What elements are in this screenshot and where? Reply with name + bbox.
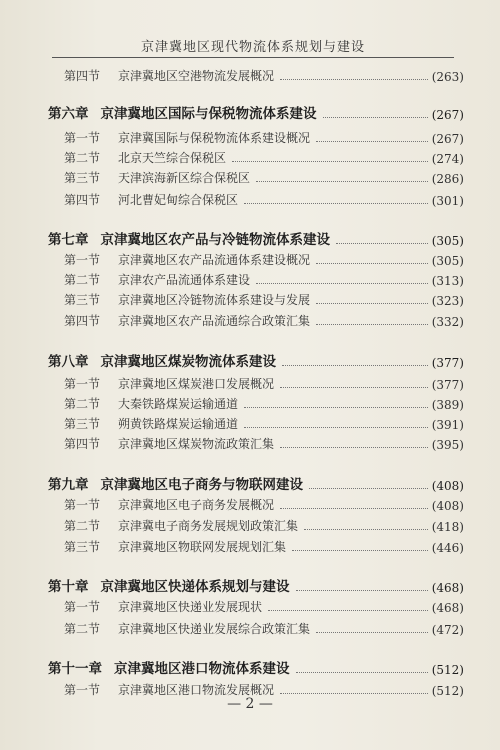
entry-number: 第一节 bbox=[64, 131, 101, 145]
toc-section-entry bbox=[64, 414, 464, 432]
entry-page-number: (468) bbox=[431, 581, 464, 595]
page-number: — 2 — bbox=[227, 696, 273, 712]
leader-dots bbox=[280, 387, 428, 388]
entry-number: 第三节 bbox=[64, 171, 101, 185]
entry-number: 第六章 bbox=[48, 106, 89, 122]
entry-number: 第三节 bbox=[64, 417, 101, 431]
entry-title: 大秦铁路煤炭运输通道 bbox=[118, 397, 239, 411]
toc-chapter-entry bbox=[48, 659, 464, 677]
leader-dots bbox=[316, 141, 428, 142]
toc-section-entry bbox=[64, 128, 464, 146]
entry-number: 第一节 bbox=[64, 377, 101, 391]
leader-dots bbox=[280, 693, 428, 694]
entry-title: 京津农产品流通体系建设 bbox=[118, 273, 251, 287]
entry-page-number: (332) bbox=[431, 315, 464, 329]
entry-title: 京津冀地区煤炭物流体系建设 bbox=[100, 354, 276, 370]
entry-number: 第一节 bbox=[64, 253, 101, 267]
leader-dots bbox=[296, 590, 428, 591]
entry-page-number: (391) bbox=[431, 418, 464, 432]
leader-dots bbox=[280, 79, 428, 80]
entry-number: 第二节 bbox=[64, 622, 101, 636]
toc-section-entry bbox=[64, 394, 464, 412]
entry-title: 京津冀地区快递体系规划与建设 bbox=[100, 579, 290, 595]
entry-title: 京津冀国际与保税物流体系建设概况 bbox=[118, 131, 311, 145]
entry-page-number: (395) bbox=[431, 438, 464, 452]
entry-page-number: (313) bbox=[431, 274, 464, 288]
entry-page-number: (286) bbox=[431, 172, 464, 186]
entry-page-number: (389) bbox=[431, 398, 464, 412]
entry-number: 第十章 bbox=[48, 579, 89, 595]
toc-section-entry bbox=[64, 311, 464, 329]
toc-section-entry bbox=[64, 250, 464, 268]
entry-page-number: (305) bbox=[431, 234, 464, 248]
leader-dots bbox=[323, 117, 428, 118]
entry-number: 第八章 bbox=[48, 354, 89, 370]
entry-title: 京津冀地区冷链物流体系建设与发展 bbox=[118, 293, 311, 307]
entry-number: 第一节 bbox=[64, 498, 101, 512]
entry-title: 京津冀地区电子商务与物联网建设 bbox=[100, 477, 303, 493]
leader-dots bbox=[309, 488, 428, 489]
entry-page-number: (512) bbox=[431, 663, 464, 677]
entry-page-number: (472) bbox=[431, 623, 464, 637]
toc-section-entry bbox=[64, 374, 464, 392]
entry-title: 京津冀地区农产品与冷链物流体系建设 bbox=[100, 232, 330, 248]
toc-section-entry bbox=[64, 148, 464, 166]
entry-number: 第七章 bbox=[48, 232, 89, 248]
toc-chapter-entry bbox=[48, 577, 464, 595]
toc-chapter-entry bbox=[48, 230, 464, 248]
entry-title: 北京天竺综合保税区 bbox=[118, 151, 227, 165]
entry-title: 京津冀地区港口物流体系建设 bbox=[114, 661, 290, 677]
toc-section-entry bbox=[64, 190, 464, 208]
entry-page-number: (377) bbox=[431, 356, 464, 370]
entry-title: 京津冀地区国际与保税物流体系建设 bbox=[100, 106, 317, 122]
entry-page-number: (263) bbox=[431, 70, 464, 84]
toc-section-entry bbox=[64, 290, 464, 308]
leader-dots bbox=[316, 324, 428, 325]
entry-title: 京津冀地区快递业发展综合政策汇集 bbox=[118, 622, 311, 636]
toc-chapter-entry bbox=[48, 475, 464, 493]
toc-section-entry bbox=[64, 66, 464, 84]
leader-dots bbox=[268, 610, 428, 611]
entry-page-number: (274) bbox=[431, 152, 464, 166]
toc-section-entry bbox=[64, 619, 464, 637]
entry-page-number: (468) bbox=[431, 601, 464, 615]
entry-page-number: (301) bbox=[431, 194, 464, 208]
leader-dots bbox=[232, 161, 428, 162]
leader-dots bbox=[296, 672, 428, 673]
entry-page-number: (267) bbox=[431, 132, 464, 146]
running-header: 京津冀地区现代物流体系规划与建设 bbox=[140, 40, 365, 55]
entry-title: 河北曹妃甸综合保税区 bbox=[118, 193, 239, 207]
entry-number: 第二节 bbox=[64, 397, 101, 411]
entry-number: 第二节 bbox=[64, 519, 101, 533]
toc-section-entry bbox=[64, 434, 464, 452]
toc-section-entry bbox=[64, 495, 464, 513]
leader-dots bbox=[256, 181, 428, 182]
entry-title: 京津冀地区物联网发展规划汇集 bbox=[118, 540, 287, 554]
leader-dots bbox=[244, 427, 428, 428]
entry-page-number: (418) bbox=[431, 520, 464, 534]
leader-dots bbox=[280, 508, 428, 509]
entry-number: 第十一章 bbox=[48, 661, 102, 677]
entry-title: 京津冀地区煤炭物流政策汇集 bbox=[118, 437, 275, 451]
leader-dots bbox=[256, 283, 428, 284]
entry-title: 京津冀地区快递业发展现状 bbox=[118, 600, 263, 614]
entry-title: 京津冀地区电子商务发展概况 bbox=[118, 498, 275, 512]
toc-section-entry bbox=[64, 168, 464, 186]
entry-title: 天津滨海新区综合保税区 bbox=[118, 171, 251, 185]
entry-number: 第一节 bbox=[64, 683, 101, 697]
leader-dots bbox=[280, 447, 428, 448]
entry-number: 第四节 bbox=[64, 193, 101, 207]
entry-page-number: (408) bbox=[431, 499, 464, 513]
entry-number: 第四节 bbox=[64, 437, 101, 451]
entry-page-number: (305) bbox=[431, 254, 464, 268]
entry-page-number: (323) bbox=[431, 294, 464, 308]
toc-section-entry bbox=[64, 270, 464, 288]
entry-title: 京津冀地区农产品流通综合政策汇集 bbox=[118, 314, 311, 328]
toc-section-entry bbox=[64, 516, 464, 534]
entry-page-number: (377) bbox=[431, 378, 464, 392]
leader-dots bbox=[282, 365, 428, 366]
entry-number: 第一节 bbox=[64, 600, 101, 614]
leader-dots bbox=[292, 550, 428, 551]
leader-dots bbox=[336, 243, 428, 244]
entry-number: 第九章 bbox=[48, 477, 89, 493]
toc-chapter-entry bbox=[48, 104, 464, 122]
entry-page-number: (512) bbox=[431, 684, 464, 698]
toc-section-entry bbox=[64, 537, 464, 555]
leader-dots bbox=[316, 263, 428, 264]
entry-page-number: (408) bbox=[431, 479, 464, 493]
entry-title: 朔黄铁路煤炭运输通道 bbox=[118, 417, 239, 431]
leader-dots bbox=[316, 632, 428, 633]
entry-title: 京津冀电子商务发展规划政策汇集 bbox=[118, 519, 299, 533]
toc-chapter-entry bbox=[48, 352, 464, 370]
entry-title: 京津冀地区煤炭港口发展概况 bbox=[118, 377, 275, 391]
leader-dots bbox=[304, 529, 428, 530]
leader-dots bbox=[316, 303, 428, 304]
entry-title: 京津冀地区港口物流发展概况 bbox=[118, 683, 275, 697]
entry-number: 第四节 bbox=[64, 314, 101, 328]
entry-number: 第三节 bbox=[64, 293, 101, 307]
leader-dots bbox=[244, 203, 428, 204]
entry-title: 京津冀地区农产品流通体系建设概况 bbox=[118, 253, 311, 267]
entry-number: 第二节 bbox=[64, 273, 101, 287]
toc-section-entry bbox=[64, 597, 464, 615]
entry-number: 第三节 bbox=[64, 540, 101, 554]
entry-number: 第四节 bbox=[64, 69, 101, 83]
entry-title: 京津冀地区空港物流发展概况 bbox=[118, 69, 275, 83]
leader-dots bbox=[244, 407, 428, 408]
entry-page-number: (267) bbox=[431, 108, 464, 122]
entry-page-number: (446) bbox=[431, 541, 464, 555]
entry-number: 第二节 bbox=[64, 151, 101, 165]
